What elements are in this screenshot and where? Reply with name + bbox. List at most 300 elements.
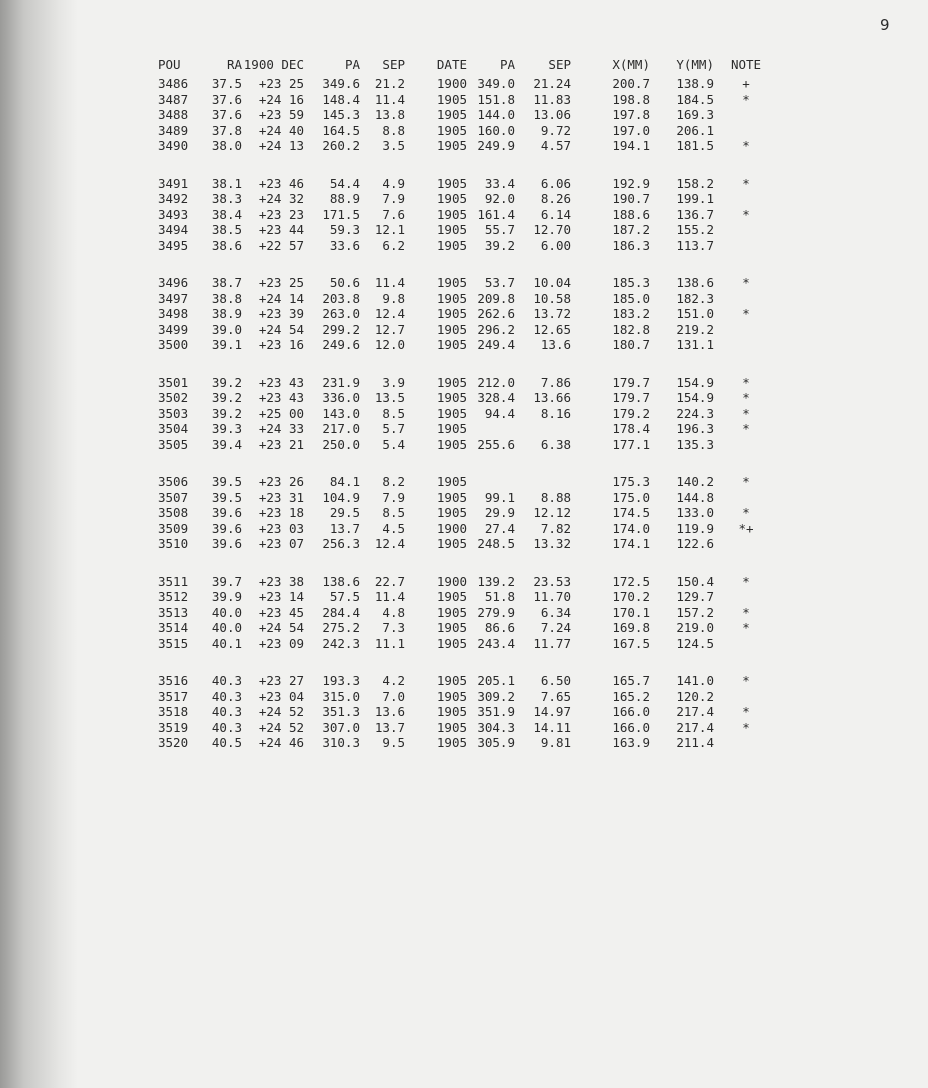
table-cell [714, 490, 778, 506]
table-cell: 263.0 [322, 306, 360, 321]
table-cell: 200.7 [612, 76, 650, 91]
column-header: DATE [436, 57, 467, 72]
table-cell [714, 735, 778, 751]
table-cell: 12.7 [374, 321, 405, 337]
table-cell: 1905 [436, 321, 467, 337]
table-cell: 1905 [436, 436, 467, 452]
table-cell: 38.5 [211, 222, 242, 237]
column-header: SEP [548, 57, 571, 72]
table-cell: 196.3 [676, 421, 714, 436]
table-cell: * [742, 390, 750, 405]
table-cell: 39.6 [211, 536, 242, 551]
table-cell: 3510 [158, 536, 189, 551]
table-cell: 187.2 [612, 222, 650, 237]
table-cell: 3501 [158, 374, 189, 390]
table-cell: 3491 [158, 175, 189, 191]
table-cell: 165.2 [612, 688, 650, 704]
table-cell: +23 31 [258, 489, 304, 505]
table-row [158, 123, 778, 139]
table-cell: 170.1 [612, 604, 650, 620]
table-row [158, 536, 778, 552]
table-cell: 7.0 [382, 688, 405, 704]
table-cell: * [742, 505, 750, 520]
table-cell: 12.12 [533, 505, 571, 520]
table-cell: 3515 [158, 635, 189, 651]
table-cell: * [742, 206, 750, 222]
table-cell: 163.9 [612, 735, 650, 750]
table-cell: 193.3 [322, 673, 360, 688]
table-cell: 1905 [436, 635, 467, 651]
table-cell: 351.3 [322, 704, 360, 719]
table-row [158, 605, 778, 621]
table-cell: 3489 [158, 122, 189, 138]
table-cell: 1900 [436, 76, 467, 91]
table-cell: 1905 [436, 374, 467, 390]
table-cell: +24 16 [258, 91, 304, 107]
spacer-cell [158, 154, 778, 176]
table-cell: 144.0 [477, 107, 515, 122]
table-cell: 13.5 [374, 390, 405, 405]
table-cell: 40.0 [211, 620, 242, 635]
table-cell: 262.6 [477, 306, 515, 321]
table-cell: 1905 [436, 489, 467, 505]
table-cell [714, 191, 778, 207]
table-cell: 1905 [436, 222, 467, 237]
table-cell: +23 03 [258, 520, 304, 536]
table-cell: 84.1 [329, 474, 360, 489]
table-row [158, 720, 778, 736]
table-cell: 136.7 [676, 206, 714, 222]
table-cell: 8.88 [540, 489, 571, 505]
table-cell: 11.4 [374, 275, 405, 290]
table-cell: 3504 [158, 421, 189, 436]
table-cell: 9.72 [540, 122, 571, 138]
table-cell: 3520 [158, 735, 189, 750]
table-cell: 29.5 [329, 505, 360, 520]
spacer-cell [158, 552, 778, 574]
table-cell: 154.9 [676, 374, 714, 390]
table-cell: 211.4 [676, 735, 714, 750]
group-spacer [158, 253, 778, 275]
table-cell: +23 16 [258, 337, 304, 352]
table-cell [714, 689, 778, 705]
table-cell: 165.7 [612, 673, 650, 688]
table-cell [714, 107, 778, 123]
table-cell: 1905 [436, 719, 467, 735]
column-header: RA [226, 57, 242, 72]
table-cell: 183.2 [612, 306, 650, 321]
table-cell [714, 222, 778, 238]
table-cell: 3507 [158, 489, 189, 505]
table-cell: 27.4 [484, 520, 515, 536]
table-cell: 3509 [158, 520, 189, 536]
table-cell: 39.2 [211, 405, 242, 421]
table-cell [515, 421, 571, 437]
table-cell: * [742, 91, 750, 107]
table-cell: 10.04 [533, 275, 571, 290]
table-cell: 1905 [436, 206, 467, 222]
table-cell: 138.6 [322, 573, 360, 589]
table-row [158, 673, 778, 689]
table-cell: 1905 [436, 505, 467, 520]
table-cell: 113.7 [676, 237, 714, 253]
table-cell: 12.4 [374, 536, 405, 551]
table-row [158, 138, 778, 154]
table-cell: * [742, 673, 750, 688]
table-cell: 131.1 [676, 337, 714, 352]
table-cell: +23 18 [258, 505, 304, 520]
table-cell: 1905 [436, 688, 467, 704]
table-cell: 37.6 [211, 107, 242, 122]
table-cell: 4.57 [540, 138, 571, 153]
table-cell: 304.3 [477, 719, 515, 735]
table-cell: 122.6 [676, 536, 714, 551]
table-cell: 13.66 [533, 390, 571, 405]
table-cell: 1905 [436, 107, 467, 122]
table-cell: 1900 [436, 520, 467, 536]
table-cell: 9.8 [382, 290, 405, 306]
table-cell: 166.0 [612, 704, 650, 719]
table-cell: 6.00 [540, 237, 571, 253]
table-cell: 94.4 [484, 405, 515, 421]
table-cell: 7.9 [382, 191, 405, 206]
group-spacer [158, 353, 778, 375]
table-cell: +24 33 [258, 421, 304, 436]
table-cell: 135.3 [676, 436, 714, 452]
table-cell: 185.3 [612, 275, 650, 290]
table-cell: 3512 [158, 589, 189, 604]
table-cell: 7.6 [382, 206, 405, 222]
table-cell: 309.2 [477, 688, 515, 704]
table-cell: 336.0 [322, 390, 360, 405]
table-cell: 38.4 [211, 206, 242, 222]
table-cell: 7.9 [382, 489, 405, 505]
table-cell: 160.0 [477, 122, 515, 138]
table-cell: +23 44 [258, 222, 304, 237]
table-cell: 1905 [436, 91, 467, 107]
table-cell: 3500 [158, 337, 189, 352]
table-cell: 40.3 [211, 719, 242, 735]
table-cell: 148.4 [322, 91, 360, 107]
column-header: 1900 DEC [243, 57, 304, 72]
table-cell: 184.5 [676, 91, 714, 107]
table-cell: 243.4 [477, 635, 515, 651]
table-cell: 1905 [436, 405, 467, 421]
table-cell: 33.4 [484, 175, 515, 191]
table-cell: 53.7 [484, 275, 515, 290]
table-cell: 161.4 [477, 206, 515, 222]
table-cell: 38.7 [211, 275, 242, 290]
table-cell: 12.4 [374, 306, 405, 321]
group-spacer [158, 552, 778, 574]
table-cell: +23 46 [258, 175, 304, 191]
spacer-cell [158, 651, 778, 673]
table-cell: 212.0 [477, 374, 515, 390]
table-row [158, 322, 778, 338]
table-cell: +24 13 [258, 138, 304, 153]
table-row [158, 275, 778, 291]
table-cell: 8.16 [540, 405, 571, 421]
table-cell: 13.7 [329, 520, 360, 536]
table-row [158, 291, 778, 307]
table-cell: 179.7 [612, 374, 650, 390]
table-cell [714, 636, 778, 652]
table-cell: +23 25 [258, 76, 304, 91]
table-cell: 3513 [158, 604, 189, 620]
table-cell: 1900 [436, 573, 467, 589]
table-row [158, 421, 778, 437]
table-cell: 13.6 [374, 704, 405, 719]
table-cell: 99.1 [484, 489, 515, 505]
table-cell: 144.8 [676, 489, 714, 505]
table-cell: 242.3 [322, 635, 360, 651]
table-cell: 40.0 [211, 604, 242, 620]
table-cell: 39.6 [211, 505, 242, 520]
table-cell: 39.2 [484, 237, 515, 253]
table-cell: 7.24 [540, 620, 571, 635]
table-cell: * [742, 719, 750, 735]
table-cell: 3495 [158, 237, 189, 253]
table-cell: +23 21 [258, 436, 304, 452]
table-body [158, 76, 778, 751]
table-header [158, 54, 778, 76]
table-cell: 203.8 [322, 290, 360, 306]
table-cell: 39.1 [211, 337, 242, 352]
table-row [158, 636, 778, 652]
table-cell: 256.3 [322, 536, 360, 551]
table-cell: +23 07 [258, 536, 304, 551]
table-cell: 9.81 [540, 735, 571, 750]
table-row [158, 574, 778, 590]
table-cell: *+ [738, 520, 754, 536]
table-cell: 12.0 [374, 337, 405, 352]
table-cell: 7.82 [540, 520, 571, 536]
table-cell: 157.2 [676, 604, 714, 620]
table-cell: 224.3 [676, 405, 714, 421]
table-cell: 3497 [158, 290, 189, 306]
table-cell: 3488 [158, 107, 189, 122]
table-cell: 315.0 [322, 688, 360, 704]
table-cell: 1905 [436, 390, 467, 405]
table-cell: 5.7 [382, 421, 405, 436]
table-row [158, 474, 778, 490]
table-cell: 328.4 [477, 390, 515, 405]
table-row [158, 238, 778, 254]
table-cell [467, 421, 515, 437]
table-cell: 4.2 [382, 673, 405, 688]
column-header: SEP [382, 57, 405, 72]
table-cell: 260.2 [322, 138, 360, 153]
table-cell: 139.2 [477, 573, 515, 589]
table-cell: 1905 [436, 704, 467, 719]
table-cell: 275.2 [322, 620, 360, 635]
table-cell: 39.2 [211, 390, 242, 405]
table-cell: 119.9 [676, 520, 714, 536]
table-cell [714, 123, 778, 139]
table-row [158, 521, 778, 537]
table-cell: 38.9 [211, 306, 242, 321]
table-cell: +24 54 [258, 620, 304, 635]
table-cell: 3502 [158, 390, 189, 405]
table-cell: * [742, 175, 750, 191]
table-cell: * [742, 275, 750, 290]
table-cell: 150.4 [676, 573, 714, 589]
table-cell: 349.6 [322, 76, 360, 91]
table-cell: +23 25 [258, 275, 304, 290]
table-cell: 29.9 [484, 505, 515, 520]
table-cell: 3518 [158, 704, 189, 719]
table-cell: 3508 [158, 505, 189, 520]
table-cell: 3492 [158, 191, 189, 206]
table-cell: 248.5 [477, 536, 515, 551]
table-cell: 310.3 [322, 735, 360, 750]
table-cell: 143.0 [322, 405, 360, 421]
table-cell: 13.32 [533, 536, 571, 551]
table-cell: 188.6 [612, 206, 650, 222]
group-spacer [158, 452, 778, 474]
table-cell: 3517 [158, 688, 189, 704]
table-cell: 299.2 [322, 321, 360, 337]
table-cell: 179.2 [612, 405, 650, 421]
table-cell: 3493 [158, 206, 189, 222]
table-cell: 296.2 [477, 321, 515, 337]
table-cell: 8.8 [382, 122, 405, 138]
table-cell: * [742, 620, 750, 635]
table-cell: 13.72 [533, 306, 571, 321]
table-cell: 169.3 [676, 107, 714, 122]
table-cell: 138.9 [676, 76, 714, 91]
table-cell: 1905 [436, 735, 467, 750]
table-cell: 181.5 [676, 138, 714, 153]
table-cell: 151.0 [676, 306, 714, 321]
table-cell: 1905 [436, 275, 467, 290]
table-row [158, 337, 778, 353]
table-cell: +23 14 [258, 589, 304, 604]
table-cell: 1905 [436, 604, 467, 620]
table-cell: 140.2 [676, 474, 714, 489]
table-cell: 39.3 [211, 421, 242, 436]
table-cell: +23 43 [258, 374, 304, 390]
table-cell: 39.6 [211, 520, 242, 536]
table-cell: 185.0 [612, 290, 650, 306]
table-cell: +23 26 [258, 474, 304, 489]
table-cell [714, 337, 778, 353]
table-cell: 3506 [158, 474, 189, 489]
table-cell: 92.0 [484, 191, 515, 206]
table-cell: 349.0 [477, 76, 515, 91]
table-cell: 124.5 [676, 635, 714, 651]
table-cell: +23 45 [258, 604, 304, 620]
table-cell: 7.65 [540, 688, 571, 704]
table-cell: 1905 [436, 290, 467, 306]
table-cell: 206.1 [676, 122, 714, 138]
table-cell: 1905 [436, 306, 467, 321]
table-cell: 138.6 [676, 275, 714, 290]
table-cell: 33.6 [329, 237, 360, 253]
table-row [158, 306, 778, 322]
table-cell: 12.1 [374, 222, 405, 237]
table-cell: 351.9 [477, 704, 515, 719]
table-cell: * [742, 704, 750, 719]
table-cell: 38.6 [211, 237, 242, 253]
table-cell: 305.9 [477, 735, 515, 750]
table-cell: 1905 [436, 589, 467, 604]
table-cell: 186.3 [612, 237, 650, 253]
table-cell: +23 09 [258, 635, 304, 651]
table-cell [714, 437, 778, 453]
table-cell: 8.26 [540, 191, 571, 206]
table-cell: 3505 [158, 436, 189, 452]
table-cell: 6.38 [540, 436, 571, 452]
table-cell: 12.65 [533, 321, 571, 337]
table-cell: +24 52 [258, 704, 304, 719]
group-spacer [158, 651, 778, 673]
table-cell: 3503 [158, 405, 189, 421]
table-cell [714, 536, 778, 552]
table-cell: 151.8 [477, 91, 515, 107]
table-cell: 180.7 [612, 337, 650, 352]
table-cell: 38.8 [211, 290, 242, 306]
table-cell: +23 27 [258, 673, 304, 688]
table-cell: 174.0 [612, 520, 650, 536]
table-cell: 38.0 [211, 138, 242, 153]
table-cell: 231.9 [322, 374, 360, 390]
table-cell: 57.5 [329, 589, 360, 604]
group-spacer [158, 154, 778, 176]
table-cell: 4.9 [382, 175, 405, 191]
table-row [158, 620, 778, 636]
table-cell: 170.2 [612, 589, 650, 604]
table-cell: 37.8 [211, 122, 242, 138]
table-cell: 40.3 [211, 673, 242, 688]
table-cell: 167.5 [612, 635, 650, 651]
table-cell: 1905 [436, 620, 467, 635]
table-cell: 155.2 [676, 222, 714, 237]
table-cell: 3498 [158, 306, 189, 321]
column-header: Y(MM) [676, 57, 714, 72]
table-cell: 175.3 [612, 474, 650, 489]
table-cell: 182.3 [676, 290, 714, 306]
spacer-cell [158, 452, 778, 474]
table-cell: 1905 [436, 536, 467, 551]
table-cell: 13.8 [374, 107, 405, 122]
table-cell: 6.06 [540, 175, 571, 191]
table-cell [714, 589, 778, 605]
table-cell: 5.4 [382, 436, 405, 452]
table-cell: +24 54 [258, 321, 304, 337]
table-cell: 86.6 [484, 620, 515, 635]
table-cell: 3516 [158, 673, 189, 688]
table-cell: 12.70 [533, 222, 571, 237]
table-cell: 39.4 [211, 436, 242, 452]
column-header: POU [158, 57, 181, 72]
table-cell: * [742, 421, 750, 436]
table-cell: +24 14 [258, 290, 304, 306]
table-cell: 1905 [436, 337, 467, 352]
table-cell: 141.0 [676, 673, 714, 688]
table-cell: +23 43 [258, 390, 304, 405]
table-cell: 175.0 [612, 489, 650, 505]
table-cell: 4.5 [382, 520, 405, 536]
table-cell: 3487 [158, 91, 189, 107]
table-cell: 145.3 [322, 107, 360, 122]
table-cell: 11.77 [533, 635, 571, 651]
table-cell: 178.4 [612, 421, 650, 436]
table-cell: 51.8 [484, 589, 515, 604]
table-cell: 4.8 [382, 604, 405, 620]
column-header: PA [499, 57, 515, 72]
table-cell: 158.2 [676, 175, 714, 191]
